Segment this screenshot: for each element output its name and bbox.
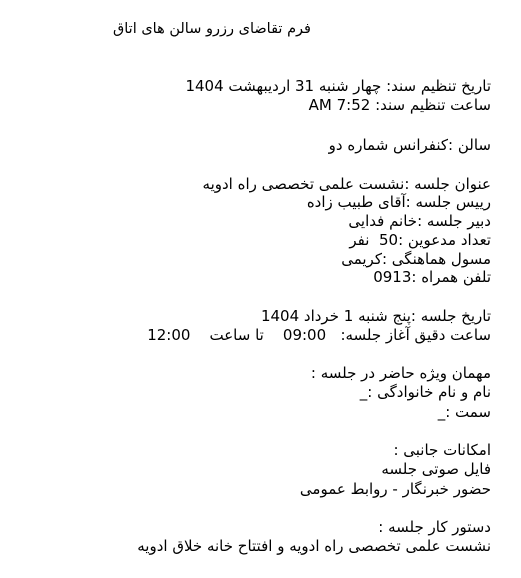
facility-audio: فایل صوتی جلسه	[381, 460, 491, 478]
meeting-chair: رییس جلسه :آقای طبیب زاده	[306, 193, 491, 211]
form-title: فرم تقاضای رزرو سالن های اتاق	[112, 21, 311, 37]
coordinator: مسول هماهنگی :کریمی	[341, 250, 491, 268]
meeting-time-range: ساعت دقیق آغاز جلسه: 09:00 تا ساعت 12:00	[147, 326, 491, 344]
meeting-date: تاریخ جلسه :پنج شنبه 1 خرداد 1404	[260, 307, 491, 325]
meeting-title: عنوان جلسه :نشست علمی تخصصی راه ادویه	[202, 175, 491, 193]
invitee-count: تعداد مدعوین :50 نفر	[349, 231, 491, 249]
agenda-heading: دستور کار جلسه :	[378, 518, 491, 536]
special-guests-heading: مهمان ویژه حاضر در جلسه :	[310, 364, 491, 382]
guest-role: سمت :_	[437, 403, 491, 421]
mobile-phone: تلفن همراه :0913	[373, 268, 491, 286]
hall-name: سالن :کنفرانس شماره دو	[328, 136, 491, 154]
facility-press: حضور خبرنگار - روابط عمومی	[299, 480, 491, 498]
facilities-heading: امکانات جانبی :	[393, 441, 491, 459]
guest-name: نام و نام خانوادگی :_	[359, 383, 491, 401]
document-date: تاریخ تنظیم سند: چهار شنبه 31 اردیبهشت 1404	[185, 77, 491, 95]
meeting-secretary: دبیر جلسه :خانم فدایی	[348, 212, 491, 230]
agenda-text: نشست علمی تخصصی راه ادویه و افتتاح خانه خلاق ادویه	[137, 537, 491, 555]
document-time: ساعت تنظیم سند: 7:52 AM	[308, 96, 491, 114]
